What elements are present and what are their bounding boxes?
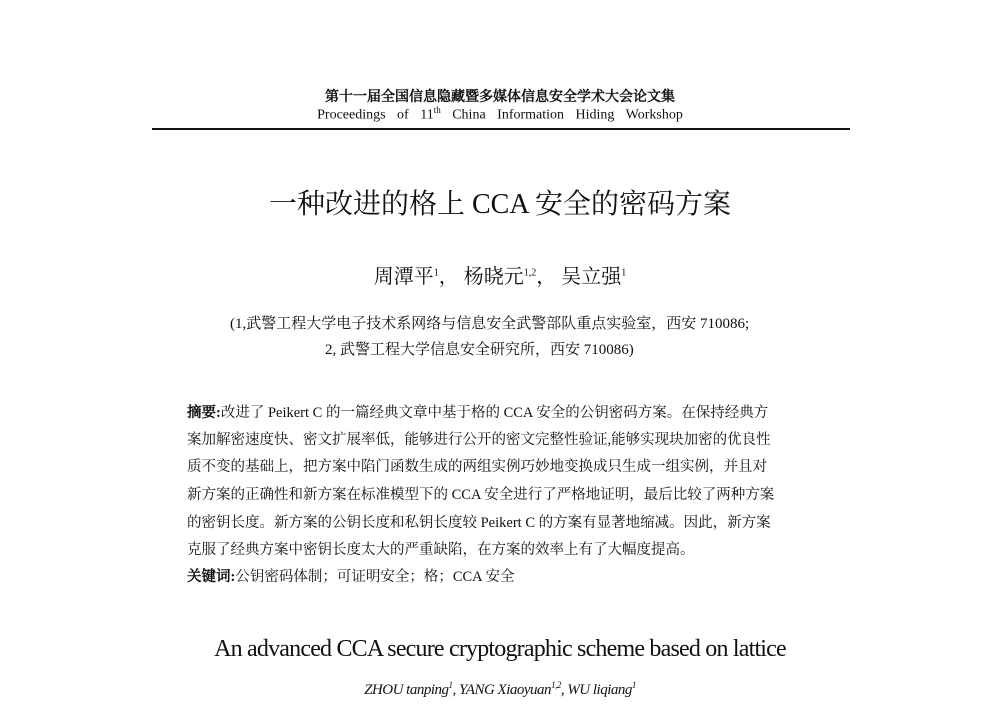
author-affiliation-mark: 1: [433, 267, 439, 279]
abstract-line: 质不变的基础上，把方案中陷门函数生成的两组实例巧妙地变换成只生成一组实例，并且对: [187, 459, 767, 475]
author: YANG Xiaoyuan: [459, 682, 552, 698]
abstract-line: 新方案的正确性和新方案在标准模型下的 CCA 安全进行了严格地证明，最后比较了两种方案: [187, 487, 775, 503]
separator: ,: [560, 682, 568, 698]
paper-title-cn: 一种改进的格上 CCA 安全的密码方案: [268, 189, 732, 220]
abstract-line: [187, 401, 817, 422]
proceedings-en-sup: th: [433, 105, 441, 115]
author: 吴立强: [561, 266, 622, 288]
separator: ，: [438, 266, 459, 288]
abstract-text: 改进了 Peikert C 的一篇经典文章中基于格的 CCA 安全的公钥密码方案。在保持经典方: [220, 405, 769, 421]
abstract-line: 案加解密速度快、密文扩展率低，能够进行公开的密文完整性验证,能够实现块加密的优良性: [187, 432, 771, 448]
proceedings-en-pre: Proceedings of 11: [317, 107, 434, 123]
paper-title-en: An advanced CCA secure cryptographic scheme based on lattice: [214, 636, 786, 662]
affiliation-1: (1,武警工程大学电子技术系网络与信息安全武警部队重点实验室，西安 710086;: [230, 316, 750, 332]
abstract-label: 摘要:: [187, 405, 221, 421]
proceedings-title-cn: 第十一届全国信息隐藏暨多媒体信息安全学术大会论文集: [325, 90, 675, 105]
keywords-text: 公钥密码体制；可证明安全；格；CCA 安全: [235, 569, 515, 585]
author: 周潭平: [373, 266, 434, 288]
abstract-line: 克服了经典方案中密钥长度太大的严重缺陷，在方案的效率上有了大幅度提高。: [187, 542, 695, 558]
author-affiliation-mark: 1,2: [551, 680, 561, 690]
author: ZHOU tanping: [364, 682, 449, 698]
author: 杨晓元: [463, 266, 524, 288]
keywords: [187, 565, 817, 586]
abstract-line: 的密钥长度。新方案的公钥长度和私钥长度较 Peikert C 的方案有显著地缩减。因此，新方案: [187, 515, 771, 531]
author-affiliation-mark: 1,2: [523, 267, 537, 279]
proceedings-title-en: [0, 105, 1000, 124]
author-affiliation-mark: 1: [621, 267, 627, 279]
affiliation-2: 2, 武警工程大学信息安全研究所，西安 710086): [325, 342, 634, 358]
author-affiliation-mark: 1: [631, 680, 636, 690]
authors-en: [0, 680, 1000, 699]
proceedings-en-post: China Information Hiding Workshop: [440, 107, 683, 123]
author: WU liqiang: [567, 682, 632, 698]
header-rule: [152, 128, 850, 130]
separator: ,: [452, 682, 460, 698]
author-affiliation-mark: 1: [448, 680, 453, 690]
keywords-label: 关键词:: [187, 569, 236, 585]
separator: ，: [536, 266, 557, 288]
authors-cn: [0, 260, 1000, 289]
